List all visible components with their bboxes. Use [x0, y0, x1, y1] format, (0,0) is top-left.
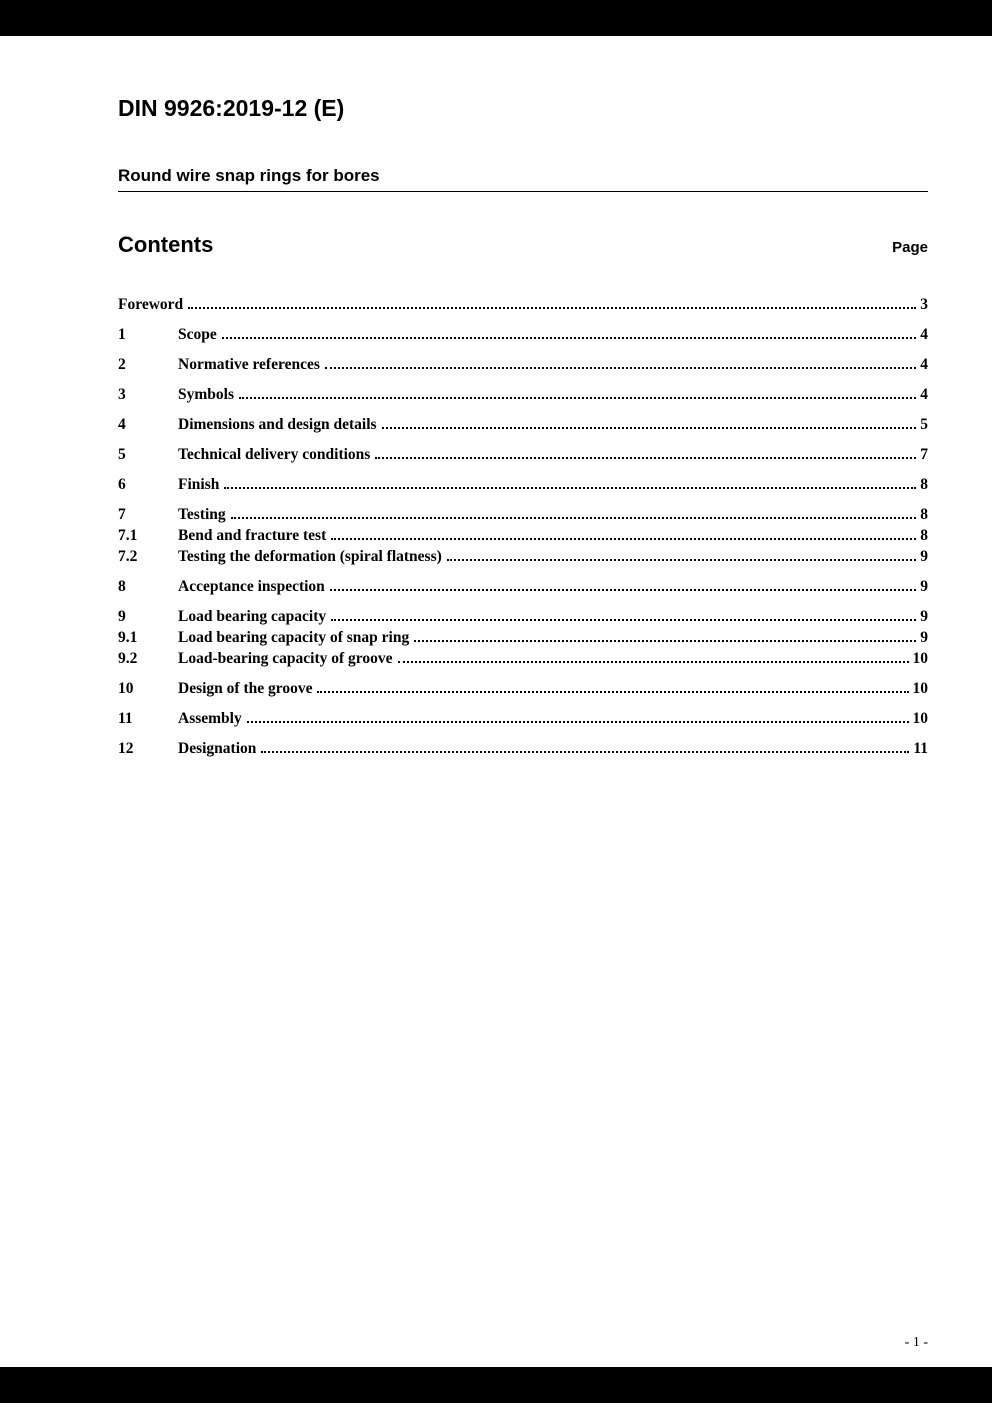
- toc-leader-dots: [414, 640, 916, 642]
- toc-group: [118, 576, 928, 597]
- toc-entry-page: 3: [920, 296, 928, 313]
- toc-entry-page: 4: [920, 386, 928, 403]
- toc-entry: [118, 474, 928, 495]
- toc-leader-dots: [331, 538, 916, 540]
- top-black-bar: [0, 0, 992, 36]
- toc-leader-dots: [224, 487, 916, 489]
- toc-leader-dots: [398, 661, 909, 663]
- toc-entry-title: Load bearing capacity: [178, 608, 327, 625]
- toc-entry-title: Dimensions and design details: [178, 416, 377, 433]
- toc-entry-page: 9: [920, 629, 928, 646]
- toc-entry-page: 8: [920, 476, 928, 493]
- toc-entry: [118, 738, 928, 759]
- toc-entry: [118, 525, 928, 546]
- toc-leader-dots: [188, 307, 916, 309]
- toc-entry-title: Load-bearing capacity of groove: [178, 650, 393, 667]
- toc-entry-page: 4: [920, 326, 928, 343]
- toc-entry-number: 2: [118, 356, 126, 373]
- toc-entry: [118, 678, 928, 699]
- toc-group: [118, 354, 928, 375]
- toc-entry-number: 7.1: [118, 527, 138, 544]
- toc-entry-title: Finish: [178, 476, 220, 493]
- toc-entry-page: 4: [920, 356, 928, 373]
- toc-entry: [118, 648, 928, 669]
- toc-entry-page: 7: [920, 446, 928, 463]
- footer-page-number: - 1 -: [904, 1335, 928, 1350]
- toc-entry-title: Technical delivery conditions: [178, 446, 371, 463]
- toc-entry-title: Normative references: [178, 356, 320, 373]
- toc-group: [118, 504, 928, 567]
- toc-entry: [118, 324, 928, 345]
- toc-entry-number: 9: [118, 608, 126, 625]
- toc-entry-title: Acceptance inspection: [178, 578, 325, 595]
- toc-entry-number: 9.1: [118, 629, 138, 646]
- bottom-black-bar: [0, 1367, 992, 1403]
- toc-entry-page: 10: [912, 710, 928, 727]
- toc-entry: [118, 294, 928, 315]
- toc-entry: [118, 546, 928, 567]
- toc-entry: [118, 606, 928, 627]
- toc-leader-dots: [317, 691, 908, 693]
- toc-entry-page: 10: [912, 680, 928, 697]
- toc-entry-page: 9: [920, 608, 928, 625]
- toc-entry-page: 11: [913, 740, 928, 757]
- toc-entry-number: 9.2: [118, 650, 138, 667]
- toc-leader-dots: [375, 457, 916, 459]
- toc-entry-number: 7: [118, 506, 126, 523]
- toc-entry: [118, 444, 928, 465]
- toc-entry-title: Load bearing capacity of snap ring: [178, 629, 410, 646]
- toc-group: [118, 384, 928, 405]
- toc-entry-number: 7.2: [118, 548, 138, 565]
- toc-group: [118, 444, 928, 465]
- toc-entry-number: 12: [118, 740, 134, 757]
- toc-entry-page: 9: [920, 548, 928, 565]
- toc-group: [118, 606, 928, 669]
- toc-entry-number: 4: [118, 416, 126, 433]
- toc-entry: [118, 708, 928, 729]
- page-column-label: Page: [892, 239, 928, 256]
- toc-entry-title: Design of the groove: [178, 680, 313, 697]
- contents-heading: Contents: [118, 232, 214, 257]
- toc-entry: [118, 384, 928, 405]
- toc-group: [118, 708, 928, 729]
- toc-entry-title: Designation: [178, 740, 257, 757]
- toc-entry-title: Bend and fracture test: [178, 527, 327, 544]
- toc-entry-page: 8: [920, 506, 928, 523]
- toc-entry-number: 1: [118, 326, 126, 343]
- toc-entry-number: 8: [118, 578, 126, 595]
- toc-leader-dots: [239, 397, 916, 399]
- toc-group: [118, 414, 928, 435]
- toc-entry-page: 9: [920, 578, 928, 595]
- toc-entry-page: 8: [920, 527, 928, 544]
- toc-entry-title: Scope: [178, 326, 217, 343]
- toc-leader-dots: [231, 517, 917, 519]
- toc-leader-dots: [447, 559, 916, 561]
- toc-entry-number: 5: [118, 446, 126, 463]
- contents-header-row: [118, 232, 928, 258]
- toc-entry-title: Assembly: [178, 710, 242, 727]
- toc-entry-number: 11: [118, 710, 133, 727]
- toc-entry-number: 6: [118, 476, 126, 493]
- toc-entry-page: 5: [920, 416, 928, 433]
- toc-entry-page: 10: [912, 650, 928, 667]
- toc-leader-dots: [325, 367, 916, 369]
- toc-entry: [118, 354, 928, 375]
- toc-group: [118, 324, 928, 345]
- toc-group: [118, 738, 928, 759]
- toc-leader-dots: [247, 721, 909, 723]
- document-title-block: [118, 165, 928, 192]
- page-content: [118, 36, 928, 759]
- toc-entry-number: 10: [118, 680, 134, 697]
- toc-entry-title: Testing the deformation (spiral flatness): [178, 548, 442, 565]
- toc-entry-title: Foreword: [118, 296, 184, 313]
- document-title: Round wire snap rings for bores: [118, 166, 380, 185]
- toc-entry: [118, 627, 928, 648]
- toc-entry-number: 3: [118, 386, 126, 403]
- toc-group: [118, 294, 928, 315]
- toc-leader-dots: [222, 337, 917, 339]
- toc-entry-title: Testing: [178, 506, 226, 523]
- toc-group: [118, 474, 928, 495]
- toc-leader-dots: [382, 427, 917, 429]
- toc-leader-dots: [331, 619, 916, 621]
- toc-entry: [118, 504, 928, 525]
- table-of-contents: [118, 294, 928, 759]
- toc-leader-dots: [330, 589, 916, 591]
- toc-entry: [118, 414, 928, 435]
- document-number-heading: DIN 9926:2019-12 (E): [118, 95, 345, 121]
- toc-entry: [118, 576, 928, 597]
- toc-group: [118, 678, 928, 699]
- toc-entry-title: Symbols: [178, 386, 234, 403]
- toc-leader-dots: [261, 751, 909, 753]
